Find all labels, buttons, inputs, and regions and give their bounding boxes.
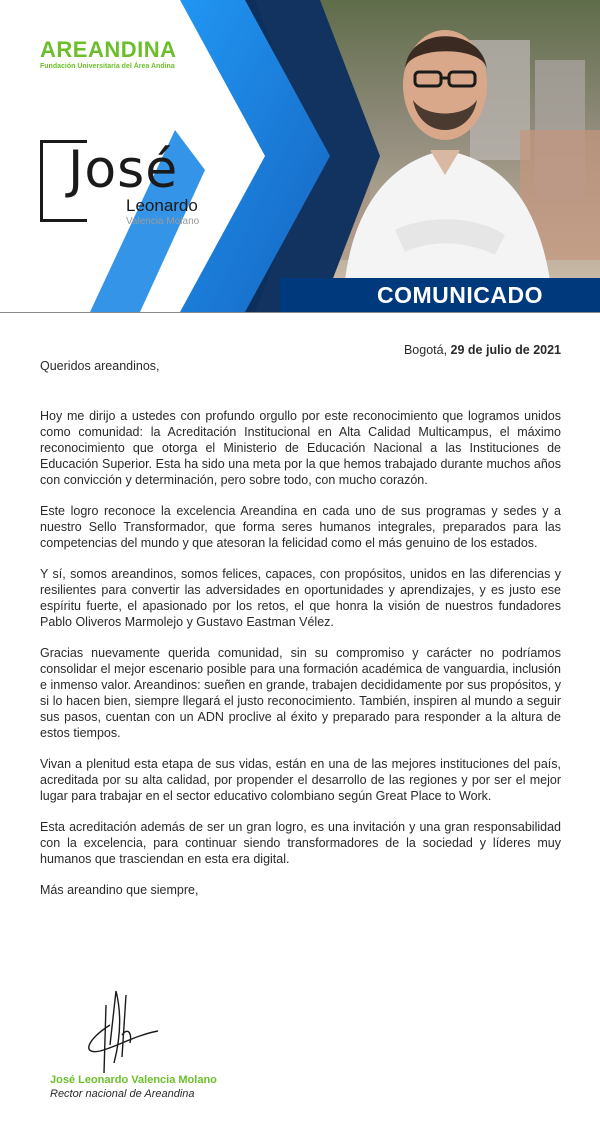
signer-name: José Leonardo Valencia Molano <box>50 1074 217 1086</box>
name-middle: Leonardo <box>126 196 198 215</box>
signer-block <box>50 1073 217 1101</box>
date-prefix: Bogotá, <box>403 343 451 357</box>
banner-text: COMUNICADO <box>377 282 543 308</box>
header <box>0 0 600 312</box>
paragraph: Este logro reconoce la excelencia Areandina en cada uno de sus programas y sedes y a nuestro Sello Transformador, que forma seres humanos integrales, preparados para las competencias del mundo y que atesoran la felicidad como el más genuino de los estados. <box>40 504 561 550</box>
paragraph: Y sí, somos areandinos, somos felices, capaces, con propósitos, unidos en las diferencias y resilientes para convertir las adversidades en oportunidades y aprendizajes, y es justo ese espíritu fuerte, el apasionado por los retos, el que honra la visión de nuestros fundadores Pablo Oliveros Marmolejo y Gustavo Eastman Vélez. <box>40 567 561 629</box>
signature-image <box>76 985 186 1077</box>
name-last: Valencia Molano <box>126 216 200 227</box>
letter-body <box>40 330 561 913</box>
signer-role: Rector nacional de Areandina <box>50 1088 195 1100</box>
salutation: Queridos areandinos, <box>40 359 160 373</box>
header-divider <box>0 312 600 313</box>
paragraph: Esta acreditación además de ser un gran logro, es una invitación y una gran responsabilidad con la excelencia, para continuar siendo transformadores de la sociedad y líderes muy humanos que trasciendan en esta era digital. <box>40 820 561 866</box>
name-first: José <box>68 140 179 200</box>
paragraph: Gracias nuevamente querida comunidad, sin su compromiso y carácter no podríamos consolidar el mejor escenario posible para una formación académica de vanguardia, inclusión e inmenso valor. Areandinos: sueñen en grande, trabajen decididamente por sus propósitos, y si lo hacen bien, siempre llegará el justo reconocimiento. También, inspiren al mundo a seguir sus pasos, cuentan con un ADN proclive al éxito y preparado para responder a la altura de estos tiempos. <box>40 646 561 740</box>
comunicado-banner <box>280 278 600 312</box>
name-block <box>40 140 230 230</box>
letter-date <box>40 342 561 358</box>
logo-wordmark: AREANDINA <box>40 37 177 62</box>
logo-subtitle: Fundación Universitaria del Área Andina <box>40 63 175 70</box>
paragraph: Vivan a plenitud esta etapa de sus vidas, están en una de las mejores instituciones del país, acreditada por su alta calidad, por propender el desarrollo de las regiones y por ser el mejor lugar para trabajar en el sector educativo colombiano según Great Place to Work. <box>40 757 561 803</box>
date-value: 29 de julio de 2021 <box>450 343 561 357</box>
areandina-logo <box>40 38 180 71</box>
paragraph: Hoy me dirijo a ustedes con profundo orgullo por este reconocimiento que logramos unidos como comunidad: la Acreditación Institucional en Alta Calidad Multicampus, el máximo reconocimiento que otorga el Ministerio de Educación Nacional a las Instituciones de Educación Superior. Esta ha sido una meta por la que hemos trabajado durante muchos años con convicción y determinación, pero sobre todo, con mucho corazón. <box>40 409 561 487</box>
closing: Más areandino que siempre, <box>40 883 199 897</box>
